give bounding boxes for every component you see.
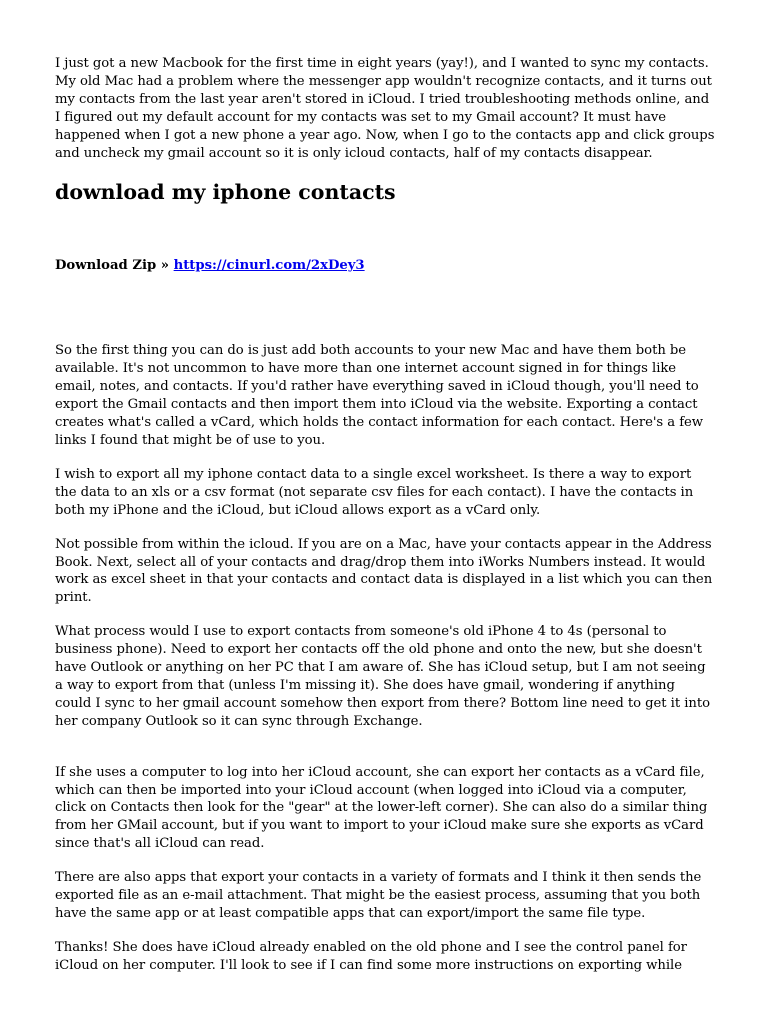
document-page [55, 55, 715, 975]
paragraph-address-book: Not possible from within the icloud. If you are on a Mac, have your contacts appear in the Address Book. Next, select all of your contacts and drag/drop them into iWorks Numbers instead. It would work as excel sheet in that your contacts and contact data is displayed in a list which you can then print. [55, 536, 713, 606]
paragraph-export-question: I wish to export all my iphone contact data to a single excel worksheet. Is there a way to export the data to an xls or a csv format (not separate csv files for each contact). I have the contacts in both my iPhone and the iCloud, but iCloud allows export as a vCard only. [55, 466, 694, 518]
intro-paragraph: I just got a new Macbook for the first time in eight years (yay!), and I wanted to sync my contacts. My old Mac had a problem where the messenger app wouldn't recognize contacts, and it turns out my contacts from the last year aren't stored in iCloud. I tried troubleshooting methods online, and I figured out my default account for my contacts was set to my Gmail account? It must have happened when I got a new phone a year ago. Now, when I go to the contacts app and click groups and uncheck my gmail account so it is only icloud contacts, half of my contacts disappear. [55, 56, 715, 161]
paragraph-apps: There are also apps that export your contacts in a variety of formats and I think it then sends the exported file as an e-mail attachment. That might be the easiest process, assuming that you both have the same app or at least compatible apps that can export/import the same file type. [55, 870, 702, 921]
paragraph-icloud-vcard: If she uses a computer to log into her iCloud account, she can export her contacts as a vCard file, which can then be imported into your iCloud account (when logged into iCloud via a computer, click on Contacts then look for the "gear" at the lower-left corner). She can also do a similar thing from her GMail account, but if you want to import to your iCloud make sure she exports as vCard since that's all iCloud can read. [55, 764, 708, 852]
download-label: Download Zip » [55, 258, 170, 274]
paragraph-iphone4-question: What process would I use to export contacts from someone's old iPhone 4 to 4s (personal to business phone). Need to export her contacts off the old phone and onto the new, but she doesn't have Outlook or anything on her PC that I am aware of. She has iCloud setup, but I am not seeing a way to export from that (unless I'm missing it). She does have gmail, wondering if anything could I sync to her gmail account somehow then export from there? Bottom line need to get it into her company Outlook so it can sync through Exchange. [55, 624, 710, 729]
download-line [55, 257, 715, 275]
paragraph-accounts: So the first thing you can do is just add both accounts to your new Mac and have them both be available. It's not uncommon to have more than one internet account signed in for things like email, notes, and contacts. If you'd rather have everything saved in iCloud though, you'll need to export the Gmail contacts and then import them into iCloud via the website. Exporting a contact creates what's called a vCard, which holds the contact information for each contact. Here's a few links I found that might be of use to you. [55, 343, 704, 448]
page-title: download my iphone contacts [55, 180, 396, 205]
paragraph-thanks: Thanks! She does have iCloud already enabled on the old phone and I see the control panel for iCloud on her computer. I'll look to see if I can find some more instructions on exporting while [55, 939, 687, 973]
download-link[interactable]: https://cinurl.com/2xDey3 [173, 258, 365, 274]
